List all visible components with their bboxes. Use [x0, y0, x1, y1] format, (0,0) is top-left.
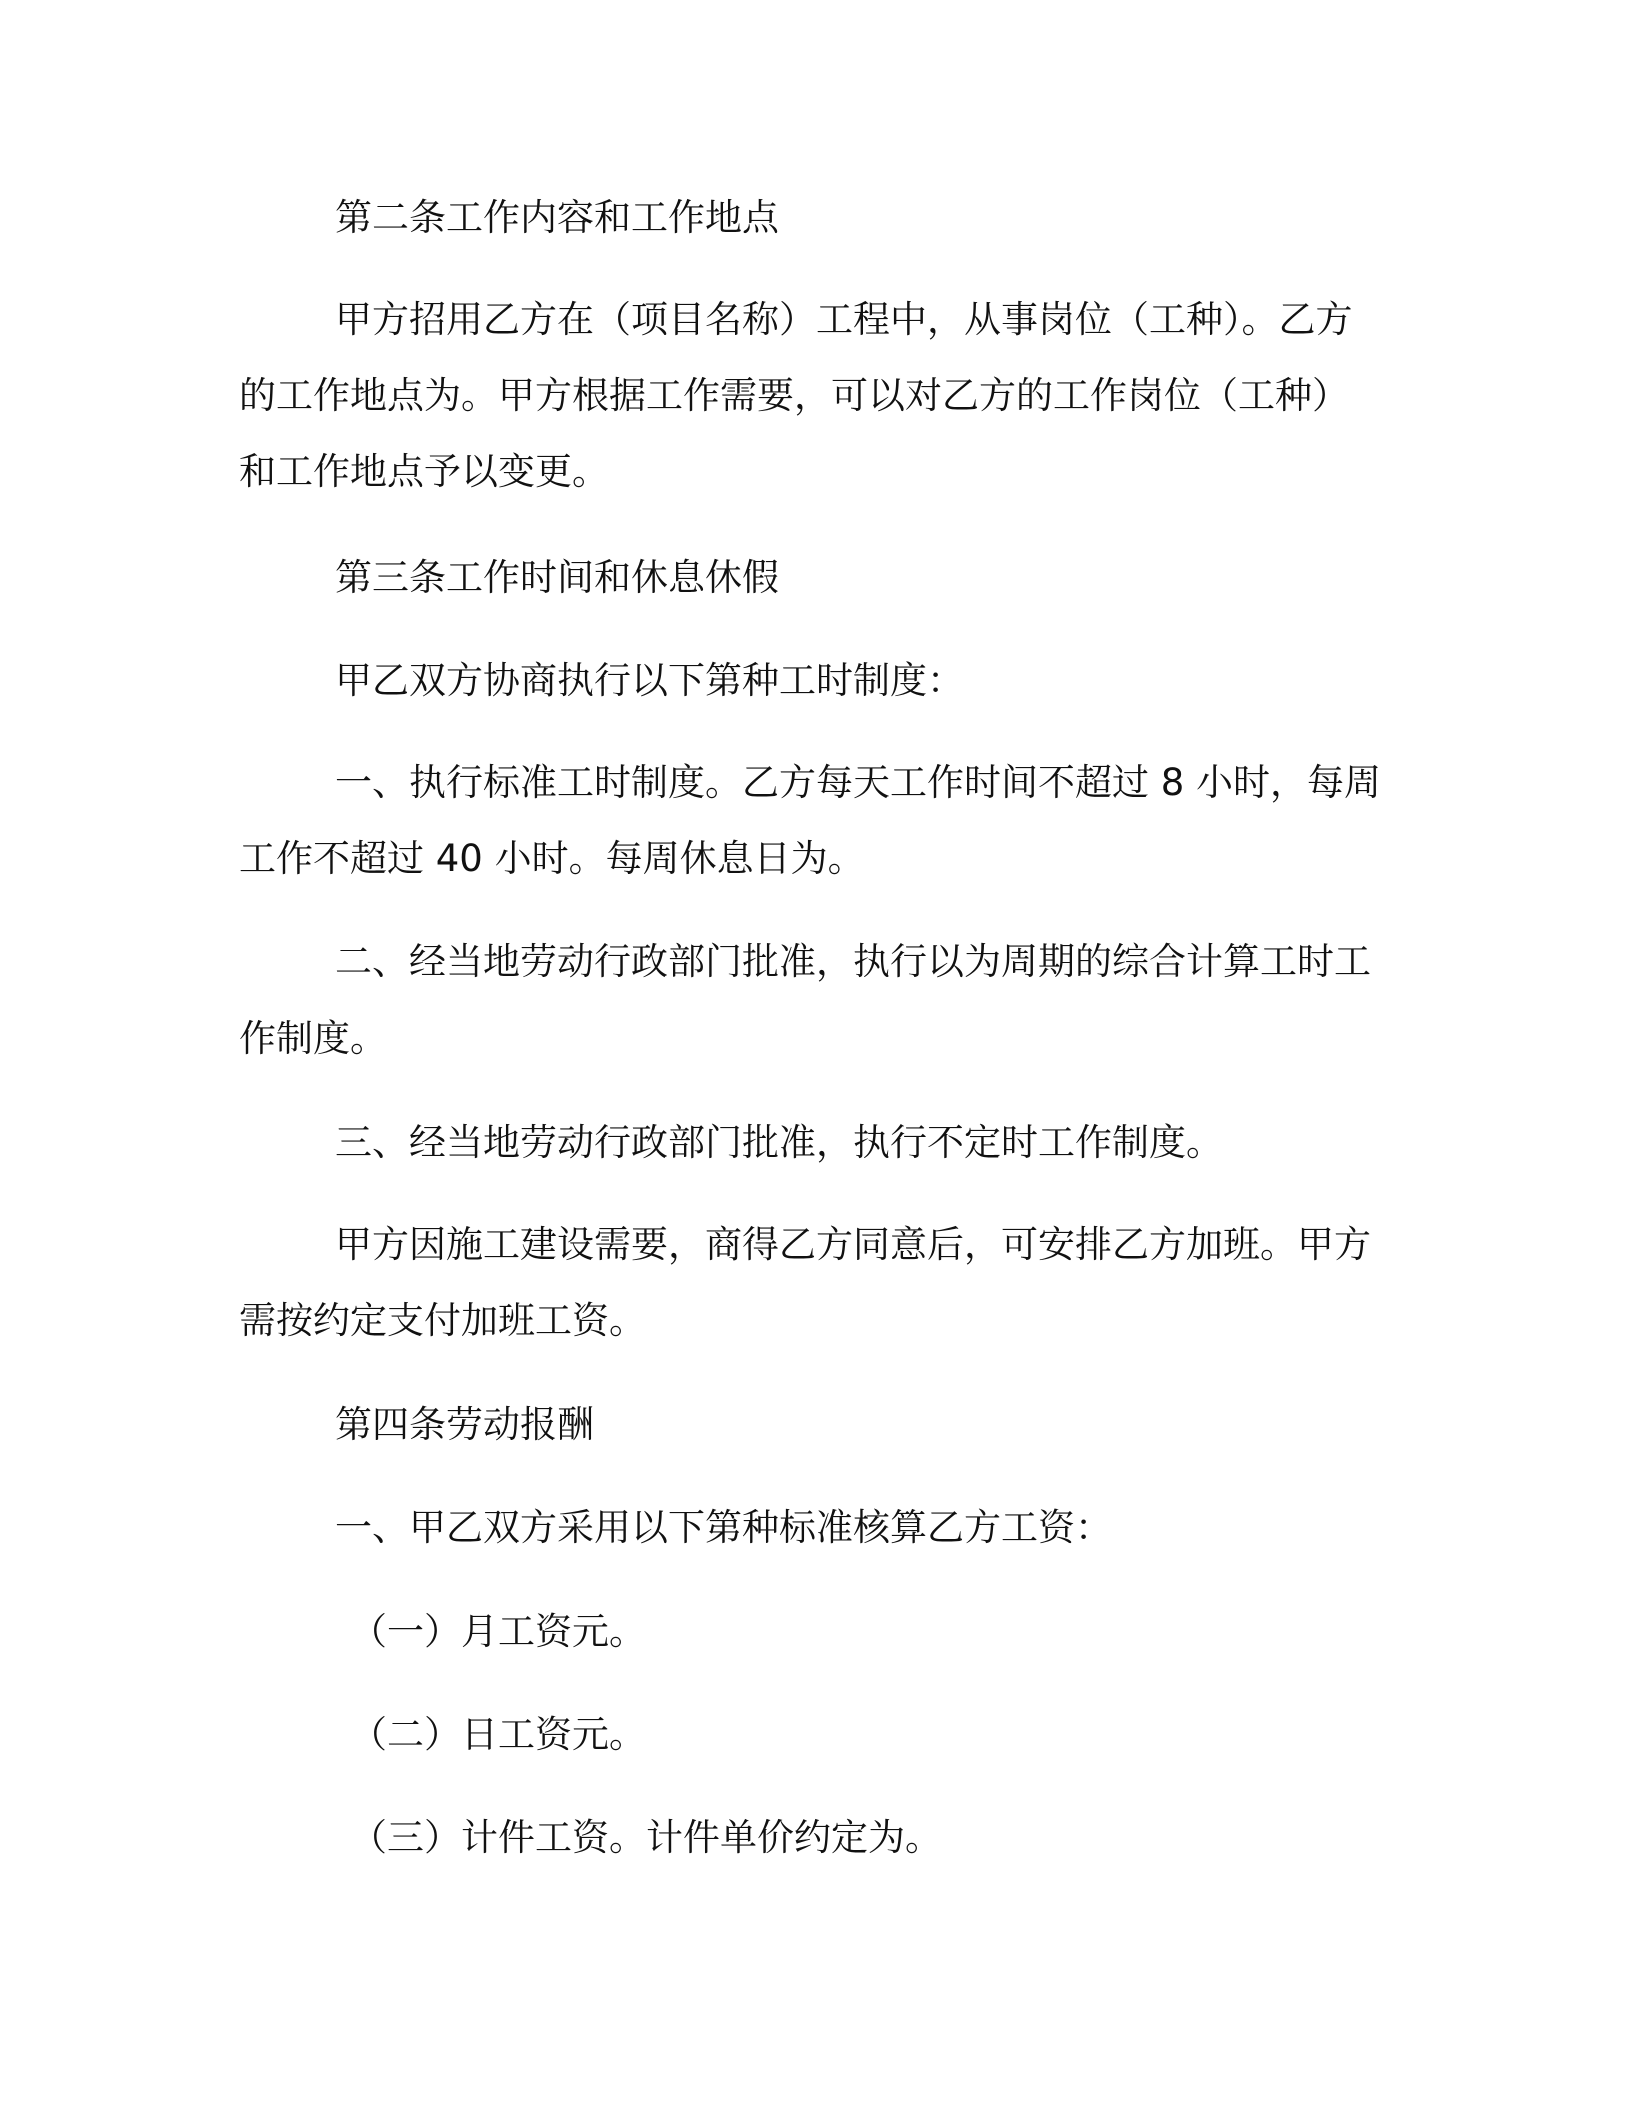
article-4-sub-item-1: （一）月工资元。 — [350, 1610, 646, 1653]
article-2-heading: 第二条工作内容和工作地点 — [335, 196, 779, 239]
article-3-paragraph-2-line-1: 甲方因施工建设需要，商得乙方同意后，可安排乙方加班。甲方 — [335, 1223, 1371, 1266]
article-4-sub-item-2: （二）日工资元。 — [350, 1713, 646, 1756]
article-3-item-2-line-1: 二、经当地劳动行政部门批准，执行以为周期的综合计算工时工 — [335, 940, 1371, 983]
article-4-heading: 第四条劳动报酬 — [335, 1403, 594, 1446]
article-2-paragraph-line-2: 的工作地点为。甲方根据工作需要，可以对乙方的工作岗位（工种） — [239, 374, 1349, 417]
article-3-paragraph-1: 甲乙双方协商执行以下第种工时制度： — [335, 659, 964, 702]
article-3-item-1-line-1: 一、执行标准工时制度。乙方每天工作时间不超过 8 小时，每周 — [335, 761, 1382, 804]
article-3-item-1-line-2: 工作不超过 40 小时。每周休息日为。 — [239, 837, 865, 880]
article-3-item-2-line-2: 作制度。 — [239, 1017, 387, 1060]
article-2-paragraph-line-1: 甲方招用乙方在（项目名称）工程中，从事岗位（工种）。乙方 — [335, 298, 1353, 341]
article-4-sub-item-3: （三）计件工资。计件单价约定为。 — [350, 1816, 942, 1859]
article-3-heading: 第三条工作时间和休息休假 — [335, 556, 779, 599]
article-2-paragraph-line-3: 和工作地点予以变更。 — [239, 450, 609, 493]
article-3-paragraph-2-line-2: 需按约定支付加班工资。 — [239, 1299, 646, 1342]
article-3-item-3: 三、经当地劳动行政部门批准，执行不定时工作制度。 — [335, 1121, 1223, 1164]
article-4-item-1: 一、甲乙双方采用以下第种标准核算乙方工资： — [335, 1506, 1112, 1549]
